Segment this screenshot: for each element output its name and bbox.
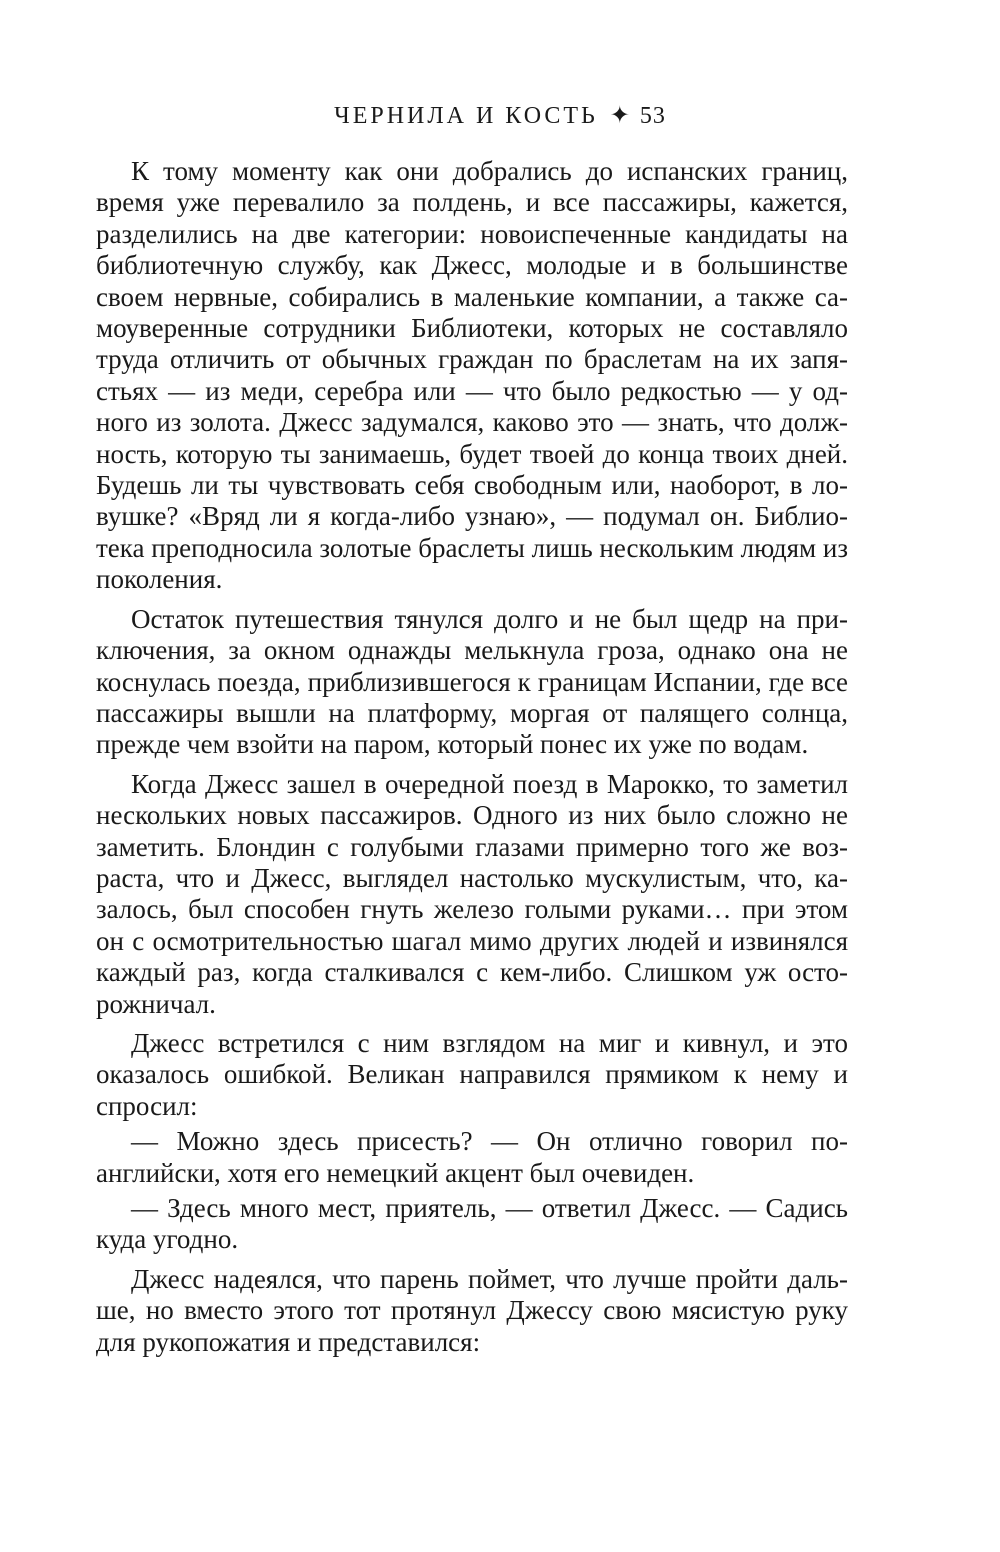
paragraph-5: Джесс надеялся, что парень поймет, что лучше пройти дальше, но вместо этого тот протянул Джессу свою мясистую руку для рукопожатия и представился:: [96, 1263, 848, 1357]
dialogue-line-1: — Можно здесь присесть? — Он отлично говорил по-английски, хотя его немецкий акцент был очевиден.: [96, 1126, 848, 1188]
running-head: [0, 100, 1000, 132]
paragraph-3: Когда Джесс зашел в очередной поезд в Марокко, то заметил нескольких новых пассажиров. Одного из них было сложно не заметить. Блондин с голубыми глазами примерно того же возраста, что и Джесс, выглядел настолько мускулистым, что, казалось, был способен гнуть железо голыми руками… при этом он с осмотрительностью шагал мимо других людей и извинялся каждый раз, когда сталкивался с кем-либо. Слишком уж осторожничал.: [96, 768, 848, 1019]
book-title: ЧЕРНИЛА И КОСТЬ: [334, 103, 598, 129]
body-text: [96, 156, 848, 1366]
ornament-icon: ✦: [609, 103, 630, 129]
paragraph-1: К тому моменту как они добрались до испанских границ, время уже перевалило за полдень, и все пассажиры, кажется, разделились на две категории: новоиспеченные кандидаты на библиотечную службу, как Джесс, молодые и в большинстве своем нервные, собирались в маленькие компании, а также самоуверенные сотрудники Библиотеки, которых не составляло труда отличить от обычных граждан по браслетам на их запястьях — из меди, серебра или — что было редкостью — у одного из золота. Джесс задумался, каково это — знать, что должность, которую ты занимаешь, будет твоей до конца твоих дней. Будешь ли ты чувствовать себя свободным или, наоборот, в ловушке? «Вряд ли я когда-либо узнаю», — подумал он. Библиотека преподносила золотые браслеты лишь нескольким людям из поколения.: [96, 156, 848, 595]
paragraph-4: Джесс встретился с ним взглядом на миг и кивнул, и это оказалось ошибкой. Великан направился прямиком к нему и спросил:: [96, 1027, 848, 1121]
dialogue-line-2: — Здесь много мест, приятель, — ответил Джесс. — Садись куда угодно.: [96, 1193, 848, 1255]
paragraph-2: Остаток путешествия тянулся долго и не был щедр на приключения, за окном однажды мелькнула гроза, однако она не коснулась поезда, приблизившегося к границам Испании, где все пассажиры вышли на платформу, моргая от палящего солнца, прежде чем взойти на паром, который понес их уже по водам.: [96, 603, 848, 760]
page-number: 53: [639, 103, 666, 129]
